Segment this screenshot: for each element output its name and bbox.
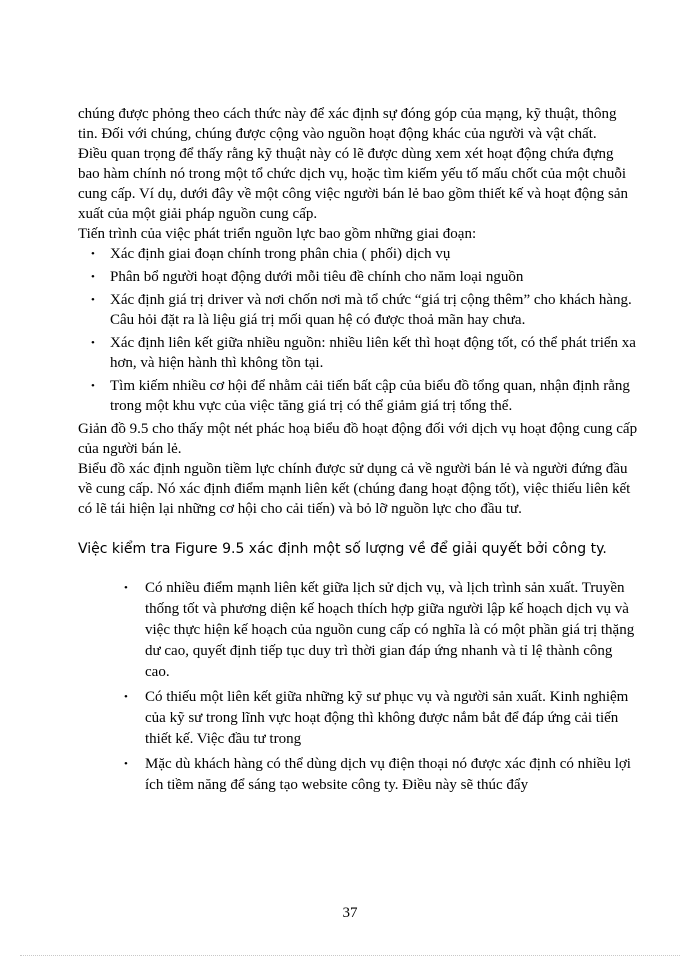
finding-bullet-text: Có thiếu một liên kết giữa những kỹ sư phục vụ và người sản xuất. Kinh nghiệm của kỹ sư trong lĩnh vực hoạt động thì không được nắm bắt để đáp ứng cải tiến thiết kế. Việc đầu tư trong <box>145 689 629 747</box>
bullet-icon: • <box>91 271 95 283</box>
stage-bullet-item <box>78 290 638 330</box>
stage-bullet-item <box>78 244 638 264</box>
stage-bullet-text: Tìm kiếm nhiều cơ hội để nhằm cải tiến bất cập của biểu đồ tổng quan, nhận định rằng trong một khu vực của việc tăng giá trị có thể giảm giá trị tổng thể. <box>110 378 630 414</box>
stage-bullet-item <box>78 376 638 416</box>
finding-bullet-text: Mặc dù khách hàng có thể dùng dịch vụ điện thoại nó được xác định có nhiều lợi ích tiềm năng để sáng tạo website công ty. Điều này sẽ thúc đẩy <box>145 756 631 793</box>
intro-paragraph-3: Tiến trình của việc phát triển nguồn lực bao gồm những giai đoạn: <box>78 226 477 242</box>
finding-bullet-item <box>78 578 638 683</box>
finding-bullet-text: Có nhiều điểm mạnh liên kết giữa lịch sử dịch vụ, và lịch trình sản xuất. Truyền thống tốt và phương diện kế hoạch thích hợp giữa người lập kế hoạch dịch vụ và việc thực hiện kế hoạch của nguồn cung cấp có nghĩa là có một phần giá trị thặng dư cao, quyết định tiếp tục duy trì thời gian đáp ứng nhanh và tỉ lệ thành công cao. <box>145 580 635 680</box>
intro-paragraph-1: chúng được phỏng theo cách thức này để xác định sự đóng góp của mạng, kỹ thuật, thông tin. Đối với chúng, chúng được cộng vào nguồn hoạt động khác của người và vật chất. <box>78 106 617 142</box>
bullet-icon: • <box>91 337 95 349</box>
finding-bullet-list <box>78 578 638 796</box>
bullet-icon: • <box>124 691 128 703</box>
spacer <box>78 519 638 539</box>
page-content <box>78 104 638 800</box>
figure-description-paragraph: Giản đồ 9.5 cho thấy một nét phác hoạ biểu đồ hoạt động đối với dịch vụ hoạt động cung cấp của người bán lẻ. <box>78 421 638 457</box>
page-number: 37 <box>342 905 358 921</box>
bullet-icon: • <box>91 380 95 392</box>
chart-explanation-paragraph: Biểu đồ xác định nguồn tiềm lực chính được sử dụng cả về người bán lẻ và người đứng đầu về cung cấp. Nó xác định điểm mạnh liên kết (chúng đang hoạt động tốt), việc thiếu liên kết có lẽ tái hiện lại những cơ hội cho cải tiến) và bỏ lỡ nguồn lực cho đầu tư. <box>78 461 631 517</box>
finding-bullet-item <box>78 754 638 796</box>
spacer <box>78 559 638 578</box>
bullet-icon: • <box>91 294 95 306</box>
stage-bullet-item <box>78 267 638 287</box>
bullet-icon: • <box>124 582 128 594</box>
stage-bullet-text: Xác định giá trị driver và nơi chốn nơi mà tổ chức “giá trị cộng thêm” cho khách hàng. Câu hỏi đặt ra là liệu giá trị mối quan hệ có được thoả mãn hay chưa. <box>110 292 632 328</box>
stage-bullet-item <box>78 333 638 373</box>
stage-bullet-list <box>78 244 638 416</box>
figure-check-paragraph: Việc kiểm tra Figure 9.5 xác định một số lượng về để giải quyết bởi công ty. <box>78 541 607 557</box>
bullet-icon: • <box>91 248 95 260</box>
stage-bullet-text: Phân bổ người hoạt động dưới mỗi tiêu đề chính cho năm loại nguồn <box>110 269 524 285</box>
bullet-icon: • <box>124 758 128 770</box>
stage-bullet-text: Xác định liên kết giữa nhiều nguồn: nhiều liên kết thì hoạt động tốt, có thể phát triển xa hơn, và hiện hành thì không tồn tại. <box>110 335 636 371</box>
page-bottom-divider <box>20 955 680 956</box>
stage-bullet-text: Xác định giai đoạn chính trong phân chia ( phối) dịch vụ <box>110 246 451 262</box>
intro-paragraph-2: Điều quan trọng để thấy rằng kỹ thuật này có lẽ được dùng xem xét hoạt động chứa đựng bao hàm chính nó trong một tổ chức dịch vụ, hoặc tìm kiếm yếu tố mấu chốt của một chuỗi cung cấp. Ví dụ, dưới đây về một công việc người bán lẻ bao gồm thiết kế và hoạt động sản xuất của một giải pháp nguồn cung cấp. <box>78 146 629 222</box>
finding-bullet-item <box>78 687 638 750</box>
